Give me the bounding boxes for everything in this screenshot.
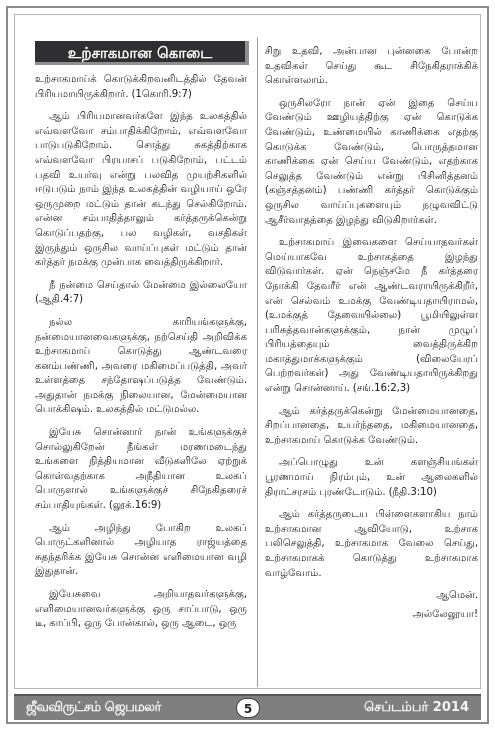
paragraph: அப்பொழுது உன் களஞ்சியங்கள் பூரணமாய் நிரம்பும், உன் ஆலைகளில் திராட்சரசம் புரண்டோடும். (நீதி.3:10) bbox=[265, 457, 478, 498]
paragraph: ஆம் பிரியமானவர்களே இந்த உலகத்தில் எவ்வளவோ சம்பாதிக்கிறோம், எவ்வளவோ பாடுபடுகிறோம். சொத்து சுகத்திற்காக எவ்வளவோ பிரயாசப் படுகிறோம், பட்டம் பதவி உயர்வு என்று பலவித முயற்சிகளில் ஈடுபடும் நாம் இந்த உலகத்தின் வழியாய் ஒரே ஒருமுறை மட்டும் தான் கடந்து செல்கிறோம். என்ன சம்பாதித்தாலும் கர்த்தருக்கென்று கொடுப்பதற்கு, பல வழிகள், வசதிகள் இருந்தும் ஒருசில வாய்ப்புகள் மட்டும் தான் கர்த்தர் நமக்கு முன்பாக வைத்திருக்கிறார். bbox=[35, 111, 247, 269]
left-column bbox=[35, 39, 247, 640]
magazine-name: ஜீவவிருட்சம் ஜெபமலர் bbox=[26, 700, 161, 715]
paragraph: இயேசு சொன்னார் நான் உங்களுக்குச் சொல்லுகிறேன் நீங்கள் மரணமடைந்து உங்களை நித்தியமான வீடுகளிலே ஏற்றுக் கொள்வதற்காக அநீதியான உலகப் பொருளால் உங்களுக்குச் சிநேகிதரைச் சம்பாதியுங்கள். (லூக்.16:9) bbox=[35, 427, 247, 512]
closing-amen: ஆமென். bbox=[436, 590, 478, 602]
closing-hallelujah: அல்லேலூயா! bbox=[412, 608, 478, 620]
right-column bbox=[265, 45, 478, 626]
paragraph: நீ நன்மை செய்தால் மேன்மை இல்லையோ (ஆதி.4:7) bbox=[35, 279, 247, 306]
paragraph: சிறு உதவி, அன்பான புன்னகை போன்ற உதவிகள் செய்து கூட சிநேகிதராக்கிக் கொள்ளலாம். bbox=[265, 46, 478, 87]
paragraph: உற்சாகமாய் இவைகளை செய்யாதவர்கள் மெய்யாகவே உற்சாகத்தை இழந்து விடுவார்கள். ஏன் நெஞ்சமே நீ கர்த்தரை நோக்கி தேவரீர் என் ஆண்டவராயிருக்கிறீர், என் செல்வம் உமக்கு வேண்டியதாயிராமல், (உமக்குத் தேவையில்லை) பூமியிலுள்ள பரிசுத்தவான்களுக்கும், நான் முழுப் பிரியத்தையும் வைத்திருக்கிற மகாத்துமாக்களுக்கும் (விலையேரப் பெற்றவர்கள்) அது வேண்டியதாயிருக்கிறது என்று சொன்னாய். (சங்.16:2,3) bbox=[265, 237, 478, 395]
content-frame bbox=[14, 14, 481, 689]
article-title: உற்சாகமான கொடை bbox=[35, 41, 249, 65]
paragraph: ஆம் கர்த்தருக்கென்று மேன்மையானதை, சிறப்பானதை, உயர்ந்ததை, மகிமையானதை, உற்சாகமாய் கொடுக்க வேண்டும். bbox=[265, 405, 478, 446]
paragraph: ஆம் கர்த்தருடைய பிள்ளைகளாகிய நாம் உற்சாகமான ஆவியோடு, உற்சாக பலிசெலுத்தி, உற்சாகமாக வேலை செய்து, உற்சாகமாகக் கொடுத்து உற்சாகமாக வாழ்வோம். bbox=[265, 509, 478, 579]
paragraph: உற்சாகமாய்க் கொடுக்கிறவனிடத்தில் தேவன் பிரியமாயிருக்கிறார். (1கொரி.9:7) bbox=[35, 74, 247, 100]
footer-bar bbox=[14, 694, 481, 720]
paragraph: ஒருசிலரோ நான் ஏன் இதை செய்ய வேண்டும் ஊழியத்திற்கு ஏன் கொடுக்க வேண்டும், உண்மையில் காணிக்கை எதற்கு கொடுக்க வேண்டும், பொருத்தமான காணிக்கை ஏன் செய்ய வேண்டும், எதற்காக செலுத்த வேண்டும் என்று பிசினித்தனம் (கஞ்சத்தனம்) பண்ணி கர்த்தர் கொடுக்கும் ஒருசில வாய்ப்புகளையும் நழுவவிட்டு ஆசீர்வாதத்தை இழந்து விடுகிறார்கள். bbox=[265, 97, 478, 226]
issue-date: செப்டம்பர் 2014 bbox=[364, 700, 469, 715]
paragraph: நல்ல காரியங்களுக்கு, நன்மையானவைகளுக்கு, நற்செய்தி அறிவிக்க உற்சாகமாய் கொடுத்து ஆண்டவரை கனம்பண்ணி, அவரை மகிமைப்படுத்தி, அவர் உள்ளத்தை சந்தோஷப்படுத்த வேண்டும். அதுதான் நமக்கு நிலையான, மேன்மையான பொக்கிஷம். உலகத்தில் மட்டுமல்ல. bbox=[35, 316, 247, 416]
column-divider bbox=[257, 37, 258, 687]
paragraph: ஆம் அழிந்து போகிற உலகப் பொருட்களினால் அழியாத ராஜ்யத்தை சுதந்தரிக்க இயேசு சொன்ன எளிமையான வழி இதுதான். bbox=[35, 522, 247, 578]
paragraph: இயேசுவை அறியாதவர்களுக்கு, எளிமையானவர்களுக்கு ஒரு சாப்பாடு, ஒரு டீ, காப்பி, ஒரு போன்கால், ஒரு ஆடை, ஒரு bbox=[35, 589, 247, 630]
page bbox=[6, 6, 489, 724]
page-number: 5 bbox=[236, 698, 260, 718]
